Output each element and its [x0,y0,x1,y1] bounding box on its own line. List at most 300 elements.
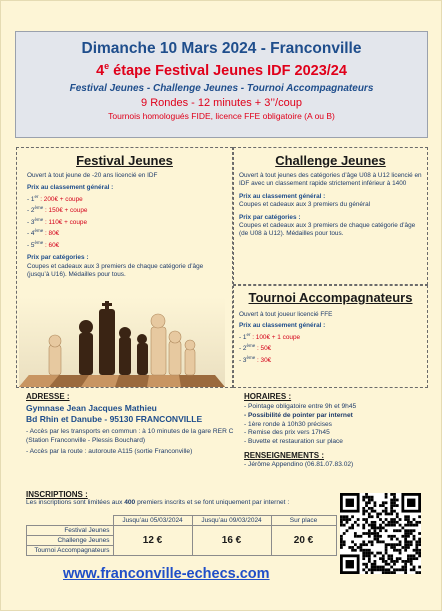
qr-module [385,518,388,521]
qr-module [393,499,396,502]
qr-module [354,549,357,552]
adresse-section [26,392,236,456]
qr-module [357,518,360,521]
qr-module [390,521,393,524]
qr-module [393,504,396,507]
qr-module [390,499,393,502]
qr-module [418,571,421,574]
qr-module [418,521,421,524]
qr-module [368,496,371,499]
horaire-item-2: - Possibilité de pointer par internet [244,411,353,419]
qr-module [393,549,396,552]
qr-module [385,513,388,516]
qr-module [387,571,390,574]
qr-module [354,535,357,538]
qr-module [393,518,396,521]
tarifs-table [26,515,337,556]
website-link[interactable]: www.franconville-echecs.com [63,566,270,582]
qr-module [404,535,407,538]
qr-module [362,532,365,535]
qr-module [407,529,410,532]
qr-module [385,529,388,532]
qr-module [346,518,349,521]
qr-module [413,535,416,538]
qr-module [382,560,385,563]
qr-module [379,557,382,560]
qr-module [396,543,399,546]
qr-module [404,546,407,549]
qr-module [418,532,421,535]
qr-module [407,524,410,527]
qr-module [365,493,368,496]
festival-prize-1: - 1er : 200€ + coupe [27,193,83,203]
accomp-intro: Ouvert à tout joueur licencié FFE [239,311,333,318]
horaire-item-3: - 1ère ronde à 10h30 précises [244,420,332,428]
challenge-prix-text: Coupes et cadeaux aux 3 premiers du général [239,201,371,209]
qr-module [368,532,371,535]
qr-module [368,560,371,563]
qr-module [376,515,379,518]
qr-module [374,532,377,535]
header-banner [15,31,428,138]
qr-module [379,504,382,507]
qr-module [415,549,418,552]
event-subtitle: 4e étape Festival Jeunes IDF 2023/24 [96,61,347,79]
qr-module [340,521,343,524]
qr-module [343,543,346,546]
rondes-info: 9 Rondes - 12 minutes + 3’’/coup [141,96,302,109]
qr-module [379,566,382,569]
qr-module [374,535,377,538]
qr-module [399,543,402,546]
qr-module [413,554,416,557]
renseignements-heading: RENSEIGNEMENTS : [244,450,325,460]
qr-code[interactable] [340,493,421,574]
qr-module [365,552,368,555]
adresse-transport: - Accès par les transports en commun : à 10 minutes de la gare RER C (Station Franconville - Plessis Bouchard) [26,428,234,444]
accomp-title: Tournoi Accompagnateurs [248,290,413,305]
qr-module [390,504,393,507]
col-date-2: Jusqu’au 09/03/2024 [192,516,271,526]
inscriptions-section [26,490,341,508]
qr-module [374,510,377,513]
horaires-heading: HORAIRES : [244,392,292,401]
qr-module [393,496,396,499]
qr-module [357,524,360,527]
qr-module [393,535,396,538]
qr-module [410,563,413,566]
qr-module [393,524,396,527]
qr-module [368,557,371,560]
qr-module [418,538,421,541]
qr-module [387,557,390,560]
qr-module [399,529,402,532]
qr-module [393,543,396,546]
qr-module [404,524,407,527]
qr-module [382,504,385,507]
qr-module [390,535,393,538]
qr-module [365,518,368,521]
qr-module [390,510,393,513]
qr-module [371,568,374,571]
qr-module [404,571,407,574]
qr-module [371,510,374,513]
qr-module [404,515,407,518]
qr-module [404,568,407,571]
qr-module [401,527,404,530]
qr-module [410,557,413,560]
qr-module [404,532,407,535]
qr-module [418,543,421,546]
qr-module [354,521,357,524]
festival-prize-list [27,193,227,251]
tarifs-header-row [27,516,337,526]
qr-module [404,518,407,521]
qr-module [354,532,357,535]
qr-module [351,546,354,549]
qr-module [393,529,396,532]
qr-module [407,557,410,560]
qr-module [404,549,407,552]
qr-module [368,529,371,532]
qr-module [340,538,343,541]
qr-module [371,552,374,555]
qr-finder-core [346,560,354,568]
qr-module [362,552,365,555]
accomp-prize-1: - 1er : 100€ + 1 coupe [239,331,301,341]
qr-module [379,527,382,530]
qr-module [371,507,374,510]
qr-module [368,513,371,516]
qr-module [365,543,368,546]
qr-module [387,521,390,524]
qr-module [415,571,418,574]
festival-title: Festival Jeunes [76,153,173,168]
qr-module [407,521,410,524]
festival-cat-text: Coupes et cadeaux aux 3 premiers de chaque catégorie d’âge (jusqu’à U16). Médailles pour tous. [27,262,204,279]
qr-module [407,560,410,563]
qr-module [393,560,396,563]
row-accomp: Tournoi Accompagnateurs [27,546,114,556]
qr-module [374,538,377,541]
qr-module [385,560,388,563]
qr-module [390,566,393,569]
price-3: 20 € [271,526,336,556]
qr-module [407,518,410,521]
accomp-prize-2: - 2ème : 50€ [239,343,272,353]
qr-module [396,557,399,560]
qr-module [368,549,371,552]
qr-module [387,568,390,571]
qr-module [382,557,385,560]
qr-module [387,513,390,516]
qr-module [396,499,399,502]
qr-module [351,527,354,530]
qr-finder-core [346,499,354,507]
qr-module [399,549,402,552]
qr-module [382,571,385,574]
qr-module [387,554,390,557]
qr-module [393,521,396,524]
qr-module [413,524,416,527]
qr-module [413,568,416,571]
accomp-body [239,311,423,365]
qr-module [368,501,371,504]
qr-module [407,540,410,543]
qr-module [393,493,396,496]
qr-module [346,529,349,532]
qr-module [348,527,351,530]
adresse-line1: Gymnase Jean Jacques Mathieu [26,403,157,413]
qr-module [362,507,365,510]
horaires-list [244,403,424,447]
qr-module [357,535,360,538]
col-date-1: Jusqu’au 05/03/2024 [113,516,192,526]
qr-module [404,540,407,543]
qr-module [343,540,346,543]
qr-module [396,521,399,524]
qr-module [385,563,388,566]
qr-module [404,560,407,563]
qr-module [343,515,346,518]
qr-module [351,540,354,543]
qr-module [343,524,346,527]
col-sur-place: Sur place [271,516,336,526]
qr-module [393,546,396,549]
qr-module [346,521,349,524]
qr-module [396,538,399,541]
qr-finder-core [407,499,415,507]
qr-module [399,518,402,521]
qr-module [393,510,396,513]
qr-module [399,568,402,571]
qr-module [415,521,418,524]
qr-module [371,540,374,543]
price-2: 16 € [192,526,271,556]
qr-module [410,529,413,532]
qr-module [362,563,365,566]
qr-module [415,543,418,546]
row-challenge: Challenge Jeunes [27,536,114,546]
qr-module [374,501,377,504]
qr-module [362,510,365,513]
qr-module [407,554,410,557]
qr-module [340,540,343,543]
qr-module [415,546,418,549]
qr-module [376,538,379,541]
qr-module [376,527,379,530]
events-line: Festival Jeunes - Challenge Jeunes - Tournoi Accompagnateurs [69,82,374,94]
qr-module [382,554,385,557]
qr-module [410,532,413,535]
accomp-prize-list [239,331,423,366]
qr-module [382,501,385,504]
event-title: Dimanche 10 Mars 2024 - Franconville [81,40,362,57]
qr-module [385,549,388,552]
qr-module [365,571,368,574]
horaire-item-5: - Buvette et restauration sur place [244,438,343,446]
qr-module [376,552,379,555]
challenge-cat-head: Prix par catégories : [239,213,301,221]
qr-module [374,566,377,569]
festival-prize-5: - 5ème : 60€ [27,239,60,250]
qr-module [368,540,371,543]
qr-module [401,546,404,549]
qr-module [396,549,399,552]
qr-module [379,529,382,532]
qr-module [371,563,374,566]
qr-module [379,568,382,571]
qr-module [368,515,371,518]
qr-module [362,554,365,557]
qr-module [390,507,393,510]
qr-module [371,566,374,569]
qr-module [385,552,388,555]
qr-module [340,535,343,538]
qr-module [401,566,404,569]
qr-module [385,568,388,571]
qr-module [379,535,382,538]
qr-module [415,552,418,555]
qr-module [362,540,365,543]
qr-module [393,571,396,574]
qr-module [368,535,371,538]
qr-module [418,549,421,552]
qr-module [371,543,374,546]
qr-module [410,524,413,527]
qr-module [390,543,393,546]
qr-module [413,566,416,569]
festival-cat-head: Prix par catégories : [27,254,89,262]
inscriptions-heading: INSCRIPTIONS : [26,490,88,499]
qr-module [404,543,407,546]
qr-module [407,535,410,538]
qr-module [340,546,343,549]
qr-module [390,538,393,541]
qr-module [410,554,413,557]
qr-module [374,554,377,557]
qr-module [362,557,365,560]
qr-module [382,510,385,513]
festival-prize-3: - 3ème : 110€ + coupe [27,216,87,226]
qr-module [376,566,379,569]
qr-module [351,524,354,527]
qr-module [351,515,354,518]
horaire-item-1: - Pointage obligatoire entre 9h et 9h45 [244,403,357,410]
qr-module [379,524,382,527]
qr-module [396,513,399,516]
qr-module [407,515,410,518]
qr-module [376,532,379,535]
qr-module [371,515,374,518]
qr-module [360,549,363,552]
challenge-intro: Ouvert à tout jeunes des catégories d’âge U08 à U12 licencié en IDF avec un classement rapide strictement inférieur à 1400 [239,172,422,188]
qr-module [399,524,402,527]
qr-module [340,524,343,527]
homologation-info: Tournois homologués FIDE, licence FFE obligatoire (A ou B) [108,110,335,121]
qr-module [396,504,399,507]
qr-module [393,568,396,571]
qr-module [365,510,368,513]
qr-module [374,560,377,563]
qr-module [371,571,374,574]
qr-module [376,513,379,516]
festival-prize-4: - 4ème : 80€ [27,228,60,238]
qr-module [387,535,390,538]
qr-module [415,540,418,543]
qr-module [365,501,368,504]
qr-module [379,518,382,521]
qr-module [340,543,343,546]
adresse-heading: ADRESSE : [26,392,70,401]
qr-module [390,501,393,504]
qr-module [387,524,390,527]
renseignements-contact: - Jérôme Appendino (06.81.07.83.02) [244,460,354,468]
qr-module [390,513,393,516]
accomp-prize-3: - 3ème : 30€ [239,354,272,364]
qr-module [374,563,377,566]
qr-module [390,524,393,527]
qr-module [354,543,357,546]
qr-module [340,515,343,518]
qr-module [385,546,388,549]
qr-module [410,560,413,563]
qr-module [385,510,388,513]
qr-module [368,552,371,555]
qr-module [390,571,393,574]
qr-module [393,501,396,504]
qr-module [385,501,388,504]
qr-module [385,507,388,510]
qr-module [362,568,365,571]
qr-module [365,554,368,557]
qr-module [407,543,410,546]
qr-module [413,549,416,552]
accomp-prix-head: Prix au classement général : [239,322,326,330]
qr-module [399,557,402,560]
tarifs-row [27,526,337,536]
qr-module [415,524,418,527]
qr-module [348,546,351,549]
challenge-body [239,172,423,239]
qr-module [357,546,360,549]
challenge-title-wrap [233,153,428,168]
qr-module [362,496,365,499]
qr-module [360,546,363,549]
qr-module [418,566,421,569]
qr-module [343,518,346,521]
adresse-line2: Bd Rhin et Danube - 95130 FRANCONVILLE [26,414,203,424]
qr-module [374,521,377,524]
festival-prize-2: - 2ème : 150€ + coupe [27,205,88,215]
qr-module [362,543,365,546]
adresse-route: - Accès par la route : autoroute A115 (sortie Franconville) [26,447,193,455]
qr-module [404,566,407,569]
qr-module [362,513,365,516]
qr-module [368,554,371,557]
qr-module [365,496,368,499]
qr-module [418,540,421,543]
qr-module [399,540,402,543]
qr-module [382,566,385,569]
qr-module [362,499,365,502]
qr-module [385,571,388,574]
qr-module [401,568,404,571]
qr-module [374,527,377,530]
festival-intro: Ouvert à tout jeune de -20 ans licencié en IDF [27,172,158,179]
qr-module [362,518,365,521]
qr-module [401,560,404,563]
